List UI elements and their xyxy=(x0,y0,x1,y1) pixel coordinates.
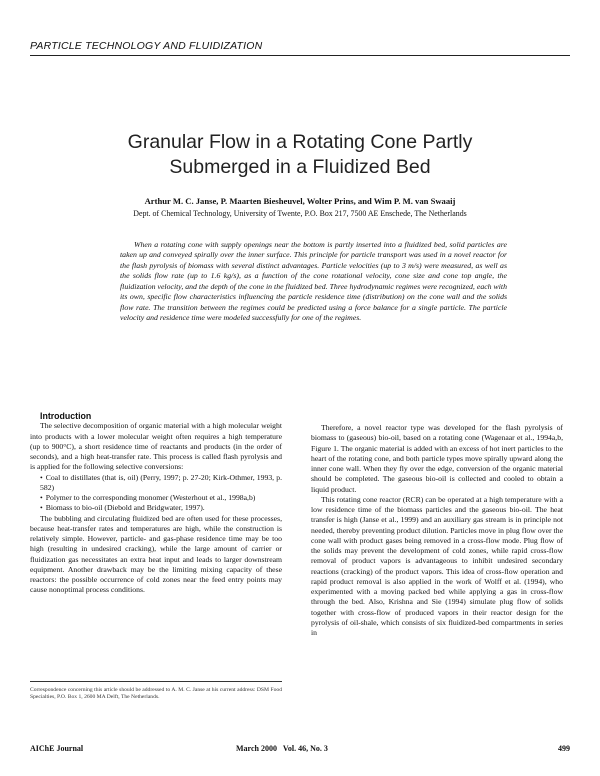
author-affiliation: Dept. of Chemical Technology, University of Twente, P.O. Box 217, 7500 AE Enschede, The Netherlands xyxy=(133,209,467,218)
bullet-item-polymer xyxy=(30,493,282,503)
right-column xyxy=(311,411,563,638)
section-heading-introduction: Introduction xyxy=(40,411,92,421)
bullet-item-coal xyxy=(30,473,282,494)
title-line-2: Submerged in a Fluidized Bed xyxy=(169,156,431,178)
bullet-text: Polymer to the corresponding monomer (Westerhout et al., 1998a,b) xyxy=(45,493,256,502)
right-paragraph-1: Therefore, a novel reactor type was developed for the flash pyrolysis of biomass to (gaseous) bio-oil, based on a rotating cone (Wagenaar et al., 1994a,b, Figure 1. The organic material is added with an excess of hot inert particles to the heart of the rotating cone, and both particle types move spirally upward along the inner cone wall. When they fly over the edge, conversion of the organic material should be completed. The gaseous bio-oil is collected and cooled to obtain a liquid product. xyxy=(311,423,563,494)
intro-paragraph-1: The selective decomposition of organic material with a high molecular weight into products with a lower molecular weight often requires a high temperature (up to 900°C), a short residence time of reactants and products (in the order of seconds), and a high heat-transfer rate. This process is called flash pyrolysis and is applied for the following selective conversions: xyxy=(30,421,282,472)
bullet-text: Biomass to bio-oil (Diebold and Bridgwater, 1997). xyxy=(45,503,205,513)
bullet-icon: • xyxy=(40,493,43,502)
bullet-text: Coal to distillates (that is, oil) (Perry, 1997; p. 27-20; Kirk-Othmer, 1993, p. 582) xyxy=(40,472,282,492)
page-footer xyxy=(30,744,570,756)
right-paragraph-2: This rotating cone reactor (RCR) can be operated at a high temperature with a low residence time of the biomass particles and the gaseous bio-oil. The heat transfer is high (Janse et al., 1999) and an auxiliary gas stream is in principle not needed, thereby preventing product dilution. Particles move in plug flow over the cone wall with product gases being removed in a cross-flow mode. Plug flow of the solids may prevent the development of cold zones, while rapid cross-flow removal of product vapors is advantageous to inhibit undesired secondary reactions (cracking) of the product vapors. This idea of cross-flow operation and rapid product removal is also applied in the work of Wolff et al. (1994), who experimented with a moving packed bed while applying a gas in cross-flow through the bed. Also, Krishna and Sie (1994) simulate plug flow of solids together with cross-flow of produced vapors in their reactor design for the pyrolysis of oil-shale, which consists of six fluidized-bed compartments in series in xyxy=(311,494,563,637)
left-column xyxy=(30,411,282,596)
bullet-icon: • xyxy=(40,472,43,482)
footer-page-number: 499 xyxy=(558,744,570,753)
running-header: PARTICLE TECHNOLOGY AND FLUIDIZATION xyxy=(30,40,570,56)
abstract: When a rotating cone with supply openings near the bottom is partly inserted into a fluidized bed, solid particles are taken up and conveyed spirally over the inner surface. This principle for particle transport was used in a novel reactor for the flash pyrolysis of biomass with several distinct advantages. Particle velocities (up to 3 m/s) were measured, as well as the solids flow rate (up to 1.6 kg/s), as a function of the cone rotational velocity, cone size and cone top angle, the fluidization velocity, and the depth of the cone in the fluidized bed. Three hydrodynamic regimes were recognized, each with its own, specific flow characteristics influencing the particle residence time (distribution) on the cone wall and the solids flow rate. The transition between the regimes could be predicted using a force balance for a single particle. The particle velocity and residence time were modeled successfully for one of the regimes. xyxy=(120,240,507,323)
author-list: Arthur M. C. Janse, P. Maarten Biesheuvel, Wolter Prins, and Wim P. M. van Swaaij xyxy=(144,196,456,206)
bullet-icon: • xyxy=(40,503,43,513)
footer-journal-name: AIChE Journal xyxy=(30,744,84,753)
title-line-1: Granular Flow in a Rotating Cone Partly xyxy=(127,131,473,153)
bullet-item-biomass xyxy=(30,503,282,513)
article-title xyxy=(60,130,540,180)
intro-paragraph-2: The bubbling and circulating fluidized bed are often used for these processes, because heat-transfer rates and temperatures are high, while the construction is relatively simple. However, particle- and gas-phase residence time may be too high (resulting in undesired cracking), while the large amount of carrier or fluidization gas necessitates an extra heat input and leads to larger downstream equipment. Another drawback may be the limiting mixing capacity of these reactors: the possible occurrence of cold zones near the feed entry points may cause nonoptimal process conditions. xyxy=(30,513,282,595)
footer-issue-info: March 2000 Vol. 46, No. 3 xyxy=(236,744,328,753)
correspondence-footnote: Correspondence concerning this article should be addressed to A. M. C. Janse at his current address: DSM Food Specialties, P.O. Box 1, 2600 MA Delft, The Netherlands. xyxy=(30,681,282,701)
